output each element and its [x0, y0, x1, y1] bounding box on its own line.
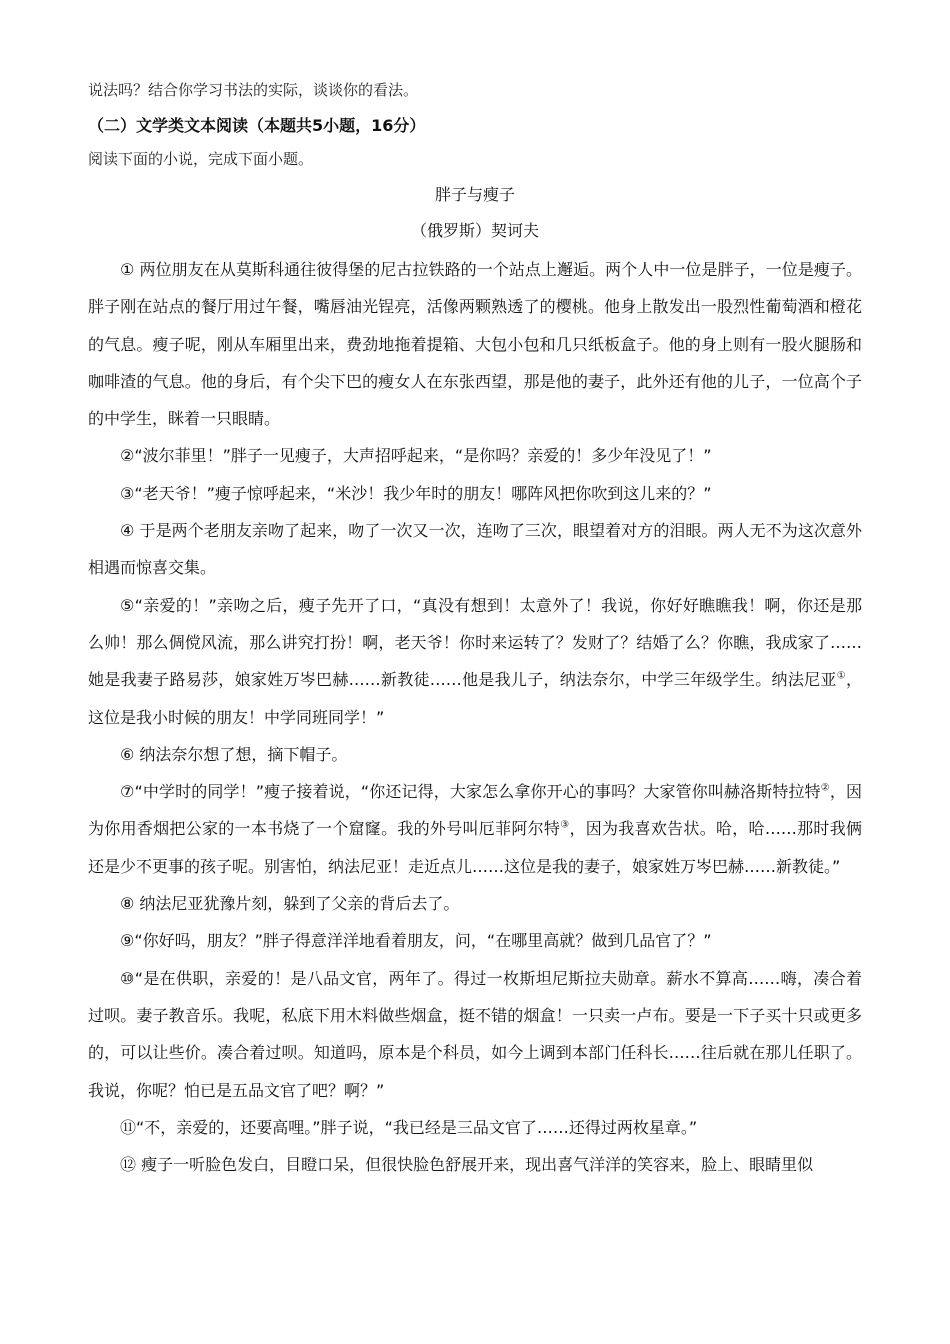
paragraph-12: ⑫ 瘦子一听脸色发白，目瞪口呆，但很快脸色舒展开来，现出喜气洋洋的笑容来，脸上、眼睛里似	[120, 1155, 814, 1175]
reading-instruction: 阅读下面的小说，完成下面小题。	[88, 150, 314, 168]
paragraph-1: ① 两位朋友在从莫斯科通往彼得堡的尼古拉铁路的一个站点上邂逅。两个人中一位是胖子，一位是瘦子。胖子刚在站点的餐厅用过午餐，嘴唇油光锃亮，活像两颗熟透了的樱桃。他身上散发出一股烈性葡萄酒和橙花的气息。瘦子呢，刚从车厢里出来，费劲地拖着提箱、大包小包和几只纸板盒子。他的身上则有一股火腿肠和咖啡渣的气息。他的身后，有个尖下巴的瘦女人在东张西望，那是他的妻子，此外还有他的儿子，一位高个子的中学生，眯着一只眼睛。	[88, 260, 862, 429]
story-author: （俄罗斯）契诃夫	[410, 221, 539, 240]
paragraph-5: ⑤“亲爱的！”亲吻之后，瘦子先开了口，“真没有想到！太意外了！我说，你好好瞧瞧我！啊，你还是那么帅！那么倜傥风流，那么讲究打扮！啊，老天爷！你时来运转了？发财了？结婚了么？你瞧，我成家了……她是我妻子路易莎，娘家姓万岑巴赫……新教徒……他是我儿子，纳法奈尔，中学三年级学生。纳法尼亚①，这位是我小时候的朋友！中学同班同学！”	[88, 595, 862, 727]
paragraph-8: ⑧ 纳法尼亚犹豫片刻，躲到了父亲的背后去了。	[120, 894, 460, 914]
paragraph-10: ⑩“是在供职，亲爱的！是八品文官，两年了。得过一枚斯坦尼斯拉夫勋章。薪水不算高……嗨，凑合着过呗。妻子教音乐。我呢，私底下用木料做些烟盒，挺不错的烟盒！一只卖一卢布。要是一下子买十只或更多的，可以让些价。凑合着过呗。知道吗，原本是个科员，如今上调到本部门任科长……往后就在那儿任职了。我说，你呢？怕已是五品文官了吧？啊？”	[88, 968, 862, 1100]
footnote-marker: ③	[560, 820, 570, 832]
paragraph-4: ④ 于是两个老朋友亲吻了起来，吻了一次又一次，连吻了三次，眼望着对方的泪眼。两人无不为这次意外相遇而惊喜交集。	[88, 521, 862, 578]
paragraph-7: ⑦“中学时的同学！”瘦子接着说，“你还记得，大家怎么拿你开心的事吗？大家管你叫赫洛斯特拉特②，因为你用香烟把公家的一本书烧了一个窟窿。我的外号叫厄菲阿尔特③，因为我喜欢告状。哈，哈……那时我俩还是少不更事的孩子呢。别害怕，纳法尼亚！走近点儿……这位是我的妻子，娘家姓万岑巴赫……新教徒。”	[88, 782, 862, 876]
paragraph-9: ⑨“你好吗，朋友？”胖子得意洋洋地看着朋友，问，“在哪里高就？做到几品官了？”	[120, 931, 712, 951]
footnote-marker: ②	[820, 782, 830, 794]
section-title: （二）文学类文本阅读（本题共5小题，16分）	[88, 116, 426, 135]
paragraph-3: ③“老天爷！”瘦子惊呼起来，“米沙！我少年时的朋友！哪阵风把你吹到这儿来的？”	[120, 483, 712, 503]
story-body	[88, 251, 862, 1183]
continued-question-text: 说法吗？结合你学习书法的实际，谈谈你的看法。	[88, 81, 419, 99]
footnote-marker: ①	[836, 670, 846, 682]
paragraph-2: ②“波尔菲里！”胖子一见瘦子，大声招呼起来，“是你吗？亲爱的！多少年没见了！”	[120, 446, 712, 466]
paragraph-6: ⑥ 纳法奈尔想了想，摘下帽子。	[120, 744, 348, 764]
story-title: 胖子与瘦子	[434, 185, 515, 204]
paragraph-11: ⑪“不，亲爱的，还要高哩。”胖子说，“我已经是三品文官了……还得过两枚星章。”	[120, 1117, 698, 1137]
